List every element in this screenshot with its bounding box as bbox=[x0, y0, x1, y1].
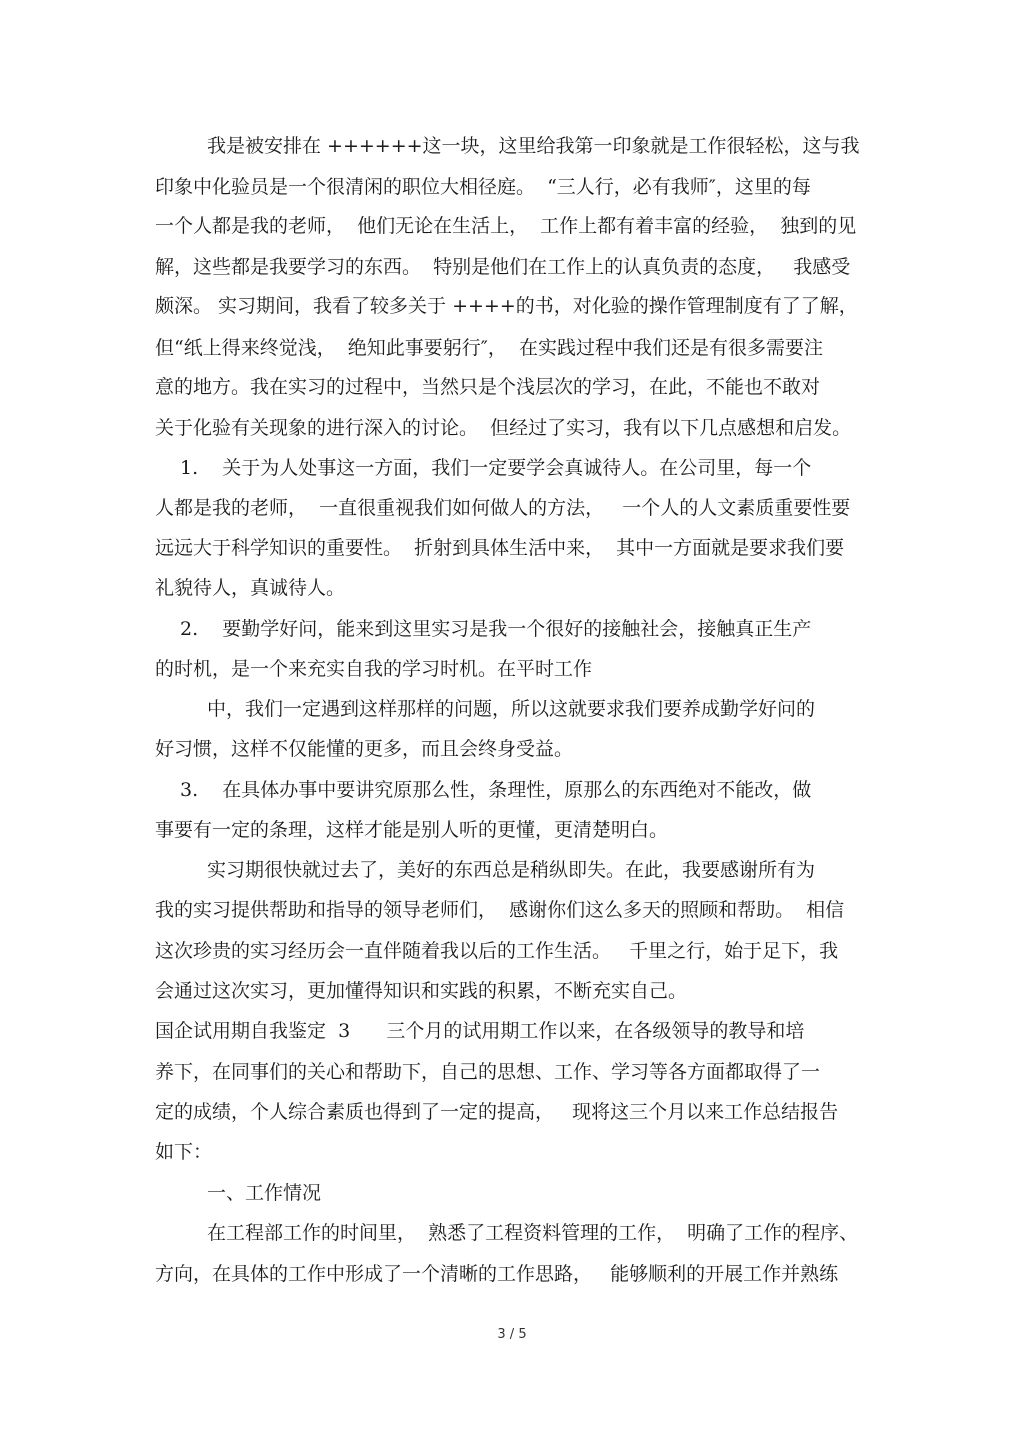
text-line: 方向，在具体的工作中形成了一个清晰的工作思路， 能够顺利的开展工作并熟练 bbox=[155, 1263, 839, 1285]
text-line: 这次珍贵的实习经历会一直伴随着我以后的工作生活。 千里之行，始于足下，我 bbox=[155, 940, 839, 962]
text-line: 我的实习提供帮助和指导的领导老师们， 感谢你们这么多天的照顾和帮助。 相信 bbox=[155, 899, 845, 921]
text-line: 的时机，是一个来充实自我的学习时机。在平时工作 bbox=[155, 658, 593, 680]
text-line: 意的地方。我在实习的过程中，当然只是个浅层次的学习，在此，不能也不敢对 bbox=[155, 376, 821, 398]
page-number: 3 / 5 bbox=[497, 1327, 527, 1342]
text-line: 中，我们一定遇到这样那样的问题，所以这就要求我们要养成勤学好问的 bbox=[207, 698, 816, 720]
text-line: 关于化验有关现象的进行深入的讨论。 但经过了实习，我有以下几点感想和启发。 bbox=[155, 417, 852, 439]
list-item-2: 2. 要勤学好问，能来到这里实习是我一个很好的接触社会，接触真正生产 bbox=[180, 618, 812, 640]
text-line: 定的成绩，个人综合素质也得到了一定的提高， 现将这三个月以来工作总结报告 bbox=[155, 1101, 839, 1123]
list-item-3: 3. 在具体办事中要讲究原那么性，条理性，原那么的东西绝对不能改，做 bbox=[180, 779, 812, 801]
text-line: 印象中化验员是一个很清闲的职位大相径庭。 “三人行，必有我师″，这里的每 bbox=[155, 176, 811, 198]
text-line: 但“纸上得来终觉浅， 绝知此事要躬行″， 在实践过程中我们还是有很多需要注 bbox=[155, 337, 823, 359]
text-line: 我是被安排在 ++++++这一块，这里给我第一印象就是工作很轻松，这与我 bbox=[207, 135, 860, 157]
text-line: 一个人都是我的老师， 他们无论在生活上， 工作上都有着丰富的经验， 独到的见 bbox=[155, 215, 857, 237]
text-line: 解，这些都是我要学习的东西。 特别是他们在工作上的认真负责的态度， 我感受 bbox=[155, 256, 851, 278]
section-heading-line: 国企试用期自我鉴定 3 三个月的试用期工作以来，在各级领导的教导和培 bbox=[155, 1020, 805, 1042]
text-line: 远远大于科学知识的重要性。 折射到具体生活中来， 其中一方面就是要求我们要 bbox=[155, 537, 845, 559]
text-line: 事要有一定的条理，这样才能是别人听的更懂，更清楚明白。 bbox=[155, 819, 669, 841]
text-line: 会通过这次实习，更加懂得知识和实践的积累，不断充实自己。 bbox=[155, 980, 688, 1002]
text-line: 颇深。 实习期间，我看了较多关于 ++++的书，对化验的操作管理制度有了了解， bbox=[155, 295, 858, 317]
text-line: 人都是我的老师， 一直很重视我们如何做人的方法， 一个人的人文素质重要性要 bbox=[155, 497, 851, 519]
text-line: 养下，在同事们的关心和帮助下，自己的思想、工作、学习等各方面都取得了一 bbox=[155, 1061, 821, 1083]
text-line: 在工程部工作的时间里， 熟悉了工程资料管理的工作， 明确了工作的程序、 bbox=[207, 1222, 859, 1244]
text-line: 如下： bbox=[155, 1141, 213, 1163]
subheading: 一、工作情况 bbox=[207, 1182, 322, 1204]
text-line: 礼貌待人，真诚待人。 bbox=[155, 577, 346, 599]
text-line: 实习期很快就过去了，美好的东西总是稍纵即失。在此，我要感谢所有为 bbox=[207, 859, 816, 881]
list-item-1: 1. 关于为人处事这一方面，我们一定要学会真诚待人。在公司里，每一个 bbox=[180, 457, 812, 479]
text-line: 好习惯，这样不仅能懂的更多，而且会终身受益。 bbox=[155, 738, 574, 760]
